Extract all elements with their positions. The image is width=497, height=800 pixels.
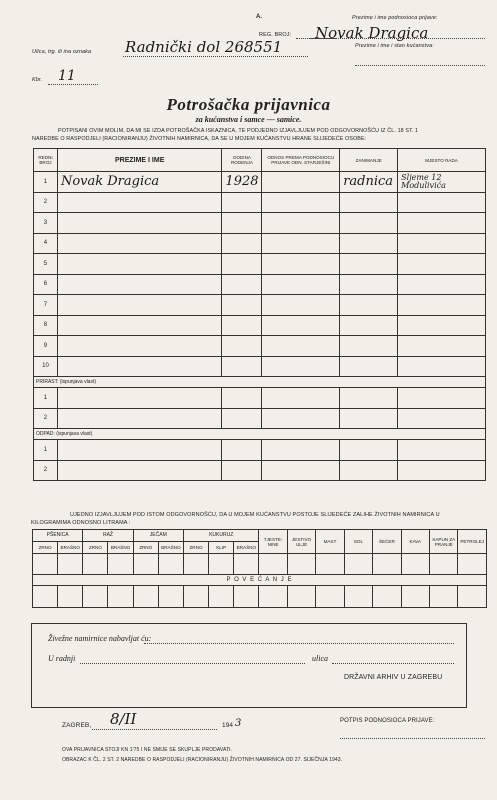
form-title: Potrošačka prijavnica — [166, 95, 331, 114]
cell-relation — [262, 295, 340, 316]
supply-value-cell — [458, 554, 487, 575]
cell-occupation — [340, 233, 398, 254]
prirast-cell — [340, 388, 398, 409]
cell-relation — [262, 213, 340, 234]
cell-occupation — [340, 295, 398, 316]
prirast-cell — [57, 388, 221, 409]
supply-value-cell — [373, 586, 401, 608]
cell-name — [57, 315, 221, 336]
prirast-cell — [222, 388, 262, 409]
date-handwritten: 8/II — [110, 710, 137, 728]
odpad-label: ODPAD: (ispunjava vlast) — [34, 429, 486, 440]
supply-value-cell — [33, 586, 58, 608]
table-row — [34, 172, 486, 193]
supply-value-cell — [401, 554, 429, 575]
prirast-row-number: 2 — [34, 408, 58, 429]
applicant-name-handwritten: Novak Dragica — [315, 24, 429, 42]
table-row — [34, 192, 486, 213]
supply-value-cell — [183, 586, 208, 608]
place-label: ZAGREB, — [62, 722, 92, 729]
cell-workplace — [398, 356, 486, 377]
year-printed: 194 — [222, 722, 234, 729]
cell-num: 4 — [34, 233, 58, 254]
odpad-cell — [222, 440, 262, 461]
cell-workplace — [398, 254, 486, 275]
supply-value-cell — [287, 554, 315, 575]
supply-value-cell — [133, 554, 158, 575]
supply-value-cell — [259, 586, 287, 608]
cell-relation — [262, 356, 340, 377]
cell-occupation — [340, 213, 398, 234]
header-zanimanje: ZANIMANJE — [340, 149, 398, 172]
cell-year — [222, 274, 262, 295]
supply-group-2: JEČAM — [133, 530, 183, 542]
cell-occupation — [340, 356, 398, 377]
cell-year — [222, 254, 262, 275]
prirast-cell — [398, 408, 486, 429]
reg-broj-label: REG. BROJ: — [259, 32, 292, 38]
odpad-cell — [340, 460, 398, 481]
supply-value-cell — [209, 586, 234, 608]
cell-year — [222, 295, 262, 316]
prirast-cell — [222, 408, 262, 429]
form-letter: A. — [256, 14, 263, 20]
header-mjesto-rada: MJESTO RADA — [398, 149, 486, 172]
cell-workplace — [398, 274, 486, 295]
header-redni-broj: REDNI BROJ — [34, 149, 58, 172]
supply-sub-3: BRAŠNO — [108, 542, 133, 554]
supply-other-3: SOL — [344, 530, 372, 554]
supply-value-cell — [83, 586, 108, 608]
cell-workplace: Sljeme 12 Modulivića — [398, 172, 486, 193]
supply-value-cell — [316, 554, 344, 575]
odpad-cell — [57, 460, 221, 481]
cell-occupation — [340, 336, 398, 357]
store-label: U radnji — [48, 654, 76, 663]
supply-value-cell — [373, 554, 401, 575]
cell-relation — [262, 233, 340, 254]
supply-value-cell — [158, 586, 183, 608]
supply-value-cell — [316, 586, 344, 608]
table-row — [34, 295, 486, 316]
supply-value-cell — [430, 554, 458, 575]
intro-line-2: NAREDBE O RASPODJELI (RACIONIRANJU) ŽIVOTNIH NAMIRNICA, DA SE U MOJEM KUĆANSTVU HRANE SLIJEDEĆE OSOBE: — [32, 136, 367, 142]
supply-value-cell — [133, 586, 158, 608]
odpad-row-number: 2 — [34, 460, 58, 481]
supply-other-2: MAST — [316, 530, 344, 554]
form-subtitle: za kućanstva i samce — samice. — [195, 115, 302, 124]
supply-value-cell — [458, 586, 487, 608]
prirast-row — [34, 408, 486, 429]
supply-other-6: SAPUN ZA PRANJE — [430, 530, 458, 554]
cell-year — [222, 192, 262, 213]
table-row — [34, 356, 486, 377]
cell-name — [57, 356, 221, 377]
form-reference-note: OBRAZAC K ČL. 2 ST. 2 NAREDBE O RASPODJELI (RACIONIRANJU) ŽIVOTNIH NAMIRNICA OD 27. SIJEČNJA 1943. — [62, 757, 343, 763]
cell-workplace — [398, 233, 486, 254]
supply-other-7: PETROLEJ — [458, 530, 487, 554]
cell-workplace — [398, 295, 486, 316]
cell-name: Novak Dragica — [57, 172, 221, 193]
cell-num: 3 — [34, 213, 58, 234]
prirast-row — [34, 388, 486, 409]
supply-sub-2: ZRNO — [83, 542, 108, 554]
prirast-row-number: 1 — [34, 388, 58, 409]
intro-line-1: POTPISANI OVIM MOLIM, DA MI SE IZDA POTROŠAČKA ISKAZNICA, TE PODJEDNO IZJAVLJUJEM POD ODGOVORNOŠĆU IZ ČL. 18 ST. 1 — [58, 128, 419, 134]
prirast-cell — [262, 388, 340, 409]
supply-value-cell — [83, 554, 108, 575]
supply-group-0: PŠENICA — [33, 530, 83, 542]
supplies-intro-1: UJEDNO IZJAVLJUJEM POD ISTOM ODGOVORNOŠĆU, DA U MOJEM KUĆANSTVU POSTOJE SLIJEDEĆE ZALIHE ŽIVOTNIH NAMIRNICA U — [70, 512, 440, 518]
cell-workplace — [398, 336, 486, 357]
supply-sub-7: KLIP — [209, 542, 234, 554]
cell-num: 10 — [34, 356, 58, 377]
cell-name — [57, 295, 221, 316]
odpad-cell — [398, 440, 486, 461]
supply-value-cell — [259, 554, 287, 575]
supply-value-cell — [33, 554, 58, 575]
street-handwritten: Radnički dol 268551 — [125, 38, 283, 56]
supply-other-5: KAVA — [401, 530, 429, 554]
table-row — [34, 336, 486, 357]
cell-relation — [262, 254, 340, 275]
cell-num: 1 — [34, 172, 58, 193]
table-row — [34, 213, 486, 234]
cell-workplace — [398, 192, 486, 213]
odpad-cell — [57, 440, 221, 461]
provision-box — [31, 623, 467, 708]
applicant-label: Prezime i ime podnosioca prijave: — [352, 15, 438, 21]
persons-table — [33, 148, 486, 481]
supply-sub-1: BRAŠNO — [58, 542, 83, 554]
cell-year — [222, 233, 262, 254]
cell-relation — [262, 336, 340, 357]
supply-sub-8: BRAŠNO — [234, 542, 259, 554]
cell-year — [222, 356, 262, 377]
cell-occupation — [340, 274, 398, 295]
cell-name — [57, 213, 221, 234]
cell-occupation — [340, 192, 398, 213]
odpad-cell — [222, 460, 262, 481]
street-label: Ulica, trg. ili ina oznaka — [32, 49, 92, 55]
cell-num: 6 — [34, 274, 58, 295]
table-row — [34, 315, 486, 336]
supply-value-cell — [108, 586, 133, 608]
price-note: OVA PRIJAVNICA STOJI KN 1'75 I NE SMIJE SE SKUPLJE PRODAVATI. — [62, 747, 233, 753]
prirast-cell — [262, 408, 340, 429]
supply-group-3: KUKURUZ — [183, 530, 258, 542]
household-label: Prezime i ime i stan kućanstva: — [355, 43, 434, 49]
supply-other-4: ŠEĆER — [373, 530, 401, 554]
cell-year — [222, 315, 262, 336]
signature-label: POTPIS PODNOSIOCA PRIJAVE: — [340, 718, 435, 724]
supply-value-cell — [183, 554, 208, 575]
header-odnos: ODNOS PREMA PODNOSIOCU PRIJAVE ODN. STARJEŠINI — [262, 149, 340, 172]
cell-name — [57, 233, 221, 254]
cell-year — [222, 336, 262, 357]
cell-num: 2 — [34, 192, 58, 213]
odpad-cell — [340, 440, 398, 461]
table-row — [34, 254, 486, 275]
kbr-handwritten: 11 — [58, 68, 76, 84]
odpad-row — [34, 440, 486, 461]
supply-value-cell — [401, 586, 429, 608]
supply-value-cell — [234, 554, 259, 575]
cell-occupation: radnica — [340, 172, 398, 193]
prirast-cell — [340, 408, 398, 429]
store-street-label: ulica — [312, 654, 328, 663]
odpad-cell — [262, 440, 340, 461]
cell-num: 8 — [34, 315, 58, 336]
supply-other-0: TJESTE-NINE — [259, 530, 287, 554]
cell-relation — [262, 315, 340, 336]
odpad-cell — [398, 460, 486, 481]
supplies-table — [32, 529, 487, 608]
cell-relation — [262, 172, 340, 193]
prirast-cell — [57, 408, 221, 429]
cell-relation — [262, 274, 340, 295]
supply-value-cell — [344, 586, 372, 608]
supply-value-cell — [430, 586, 458, 608]
cell-workplace — [398, 315, 486, 336]
prirast-label: PRIRAST: (ispunjava vlast) — [34, 377, 486, 388]
supply-value-cell — [108, 554, 133, 575]
table-row — [34, 233, 486, 254]
supply-value-cell — [209, 554, 234, 575]
cell-name — [57, 254, 221, 275]
supply-group-1: RAŽ — [83, 530, 133, 542]
provision-label: Živežne namirnice nabavljat ću: — [48, 634, 152, 643]
archive-stamp: DRŽAVNI ARHIV U ZAGREBU — [344, 674, 443, 681]
cell-num: 5 — [34, 254, 58, 275]
cell-year — [222, 213, 262, 234]
cell-occupation — [340, 315, 398, 336]
odpad-cell — [262, 460, 340, 481]
supply-sub-0: ZRNO — [33, 542, 58, 554]
supply-value-cell — [344, 554, 372, 575]
supply-sub-4: ZRNO — [133, 542, 158, 554]
supply-value-cell — [158, 554, 183, 575]
year-suffix-handwritten: 3 — [235, 718, 242, 729]
supply-value-cell — [58, 586, 83, 608]
increase-label: P O V E Ć A N J E — [33, 575, 487, 586]
supply-other-1: JESTIVO ULJE — [287, 530, 315, 554]
header-godina-rodenja: GODINA RODENJA — [222, 149, 262, 172]
odpad-row — [34, 460, 486, 481]
supply-value-cell — [287, 586, 315, 608]
cell-num: 7 — [34, 295, 58, 316]
supply-sub-5: BRAŠNO — [158, 542, 183, 554]
kbr-label: Kbr. — [32, 77, 43, 83]
supply-sub-6: ZRNO — [183, 542, 208, 554]
cell-num: 9 — [34, 336, 58, 357]
prirast-cell — [398, 388, 486, 409]
supply-value-cell — [58, 554, 83, 575]
cell-name — [57, 192, 221, 213]
supply-value-cell — [234, 586, 259, 608]
cell-year: 1928 — [222, 172, 262, 193]
header-prezime-ime: PREZIME I IME — [57, 149, 221, 172]
cell-name — [57, 336, 221, 357]
cell-occupation — [340, 254, 398, 275]
table-row — [34, 274, 486, 295]
supplies-intro-2: KILOGRAMIMA ODNOSNO LITRAMA : — [31, 520, 131, 526]
cell-name — [57, 274, 221, 295]
odpad-row-number: 1 — [34, 440, 58, 461]
cell-workplace — [398, 213, 486, 234]
cell-relation — [262, 192, 340, 213]
